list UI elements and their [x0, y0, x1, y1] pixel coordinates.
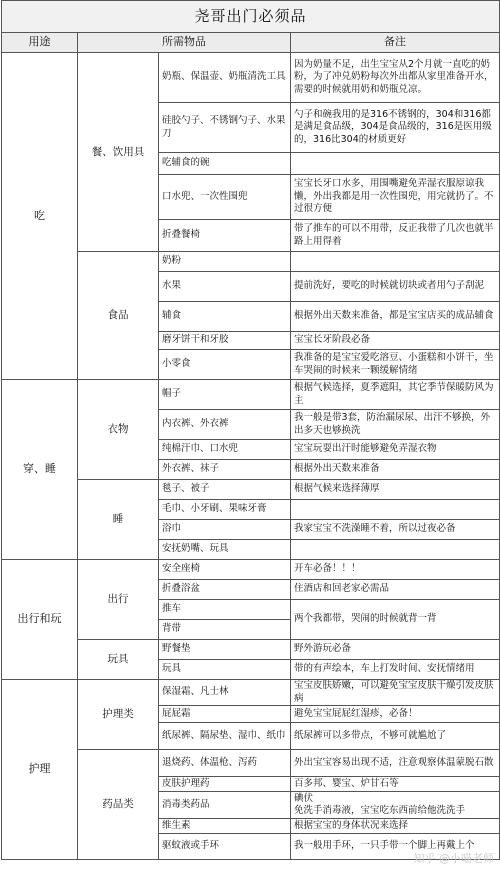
item-cell: 安全座椅 [159, 560, 291, 580]
note-cell: 根据气候选择，夏季遮阳，其它季节保暖防风为主 [291, 380, 500, 410]
note-cell: 我准备的是宝宝爱吃溶豆、小蛋糕和小饼干，坐车哭闹的时候来一颗缓解情绪 [291, 350, 500, 380]
note-cell: 宝宝皮肤娇嫩，可以避免宝宝皮肤干燥引发皮肤病 [291, 680, 500, 706]
item-cell: 毛巾、小牙刷、果味牙膏 [159, 500, 291, 520]
item-cell: 辅食 [159, 302, 291, 332]
item-cell: 帽子 [159, 380, 291, 410]
item-cell: 驱蚊液或手环 [159, 834, 291, 860]
item-cell: 口水兜、一次性围兜 [159, 175, 291, 220]
category-eat: 吃 [2, 53, 78, 380]
note-cell: 纸尿裤可以多带点，不够可就尴尬了 [291, 723, 500, 750]
item-cell: 皮肤护理药 [159, 777, 291, 792]
category-travel-play: 出行和玩 [2, 560, 78, 680]
note-cell: 宝宝玩耍出汗时能够避免弄湿衣物 [291, 440, 500, 460]
item-cell: 野餐垫 [159, 640, 291, 660]
subcategory-food: 食品 [78, 252, 159, 380]
note-cell: 我家宝宝不洗澡睡不着，所以过夜必备 [291, 520, 500, 540]
item-cell: 折叠浴盆 [159, 580, 291, 600]
header-use: 用途 [2, 33, 78, 53]
header-notes: 备注 [291, 33, 500, 53]
item-cell: 消毒类药品 [159, 792, 291, 819]
subcategory-clothing: 衣物 [78, 380, 159, 480]
item-cell: 保湿霜、凡士林 [159, 680, 291, 706]
sheet-title: 尧哥出门必须品 [2, 1, 500, 33]
category-care: 护理 [2, 680, 78, 860]
note-cell: 外出宝宝容易出现不适，注意观察体温蒙脱石散 [291, 750, 500, 777]
item-cell: 维生素 [159, 819, 291, 834]
item-cell: 毯子、被子 [159, 480, 291, 500]
note-cell: 两个我都带，哭闹的时候就背一背 [291, 600, 500, 640]
note-cell: 根据气候来选择薄厚 [291, 480, 500, 500]
note-cell: 避免宝宝屁屁红湿疹，必备！ [291, 706, 500, 723]
item-cell: 安抚奶嘴、玩具 [159, 540, 291, 560]
item-cell: 纸尿裤、隔尿垫、湿巾、纸巾 [159, 723, 291, 750]
note-cell: 开车必备！！！ [291, 560, 500, 580]
item-cell: 推车 [159, 600, 291, 620]
item-cell: 奶瓶、保温壶、奶瓶清洗工具 [159, 53, 291, 103]
note-cell: 我一般是带3套，防治漏尿尿、出汗不够换，外出多天也够换洗 [291, 410, 500, 440]
note-cell: 根据外出天数来准备，都是宝宝店买的成品辅食 [291, 302, 500, 332]
item-cell: 屁屁霜 [159, 706, 291, 723]
item-cell: 退烧药、体温枪、泻药 [159, 750, 291, 777]
category-dress-sleep: 穿、睡 [2, 380, 78, 560]
item-cell: 折叠餐椅 [159, 220, 291, 252]
checklist-table [1, 0, 500, 860]
note-cell: 百多邦、婴宝、炉甘石等 [291, 777, 500, 792]
note-cell: 带的有声绘本，车上打发时间、安抚情绪用 [291, 660, 500, 680]
subcategory-sleep: 睡 [78, 480, 159, 560]
note-cell: 野外游玩必备 [291, 640, 500, 660]
note-cell: 提前洗好，要吃的时候就切块或者用勺子刮泥 [291, 272, 500, 302]
subcategory-toys: 玩具 [78, 640, 159, 680]
subcategory-tableware: 餐、饮用具 [78, 53, 159, 252]
item-cell: 小零食 [159, 350, 291, 380]
item-cell: 奶粉 [159, 252, 291, 272]
watermark: 知乎 @小喵老师 [413, 852, 494, 865]
note-cell: 碘伏 免洗手消毒液，宝宝吃东西前给他洗洗手 [291, 792, 500, 819]
note-cell: 勺子和碗我用的是316不锈钢的，304和316都是满足食品级，304是食品级的，316是医用级的，316比304的材质更好 [291, 103, 500, 153]
note-cell: 我一般用手环，一只手带一个脚上再戴上个 [291, 834, 500, 860]
note-cell [291, 153, 500, 175]
note-cell: 根据宝宝的身体状况来选择 [291, 819, 500, 834]
note-cell [291, 540, 500, 560]
item-cell: 背带 [159, 620, 291, 640]
note-cell: 宝宝长牙阶段必备 [291, 332, 500, 350]
item-cell: 玩具 [159, 660, 291, 680]
item-cell: 浴巾 [159, 520, 291, 540]
note-cell [291, 252, 500, 272]
item-cell: 硅胶勺子、不锈钢勺子、水果刀 [159, 103, 291, 153]
item-cell: 外衣裤、袜子 [159, 460, 291, 480]
note-cell: 因为奶量不足，出生宝宝从2个月就一直吃的奶粉，为了冲兑奶粉每次外出都从家里准备开水，需要的时候就用奶和奶瓶兑凉。 [291, 53, 500, 103]
note-cell: 宝宝长牙口水多，用围嘴避免弄湿衣服原谅我懒，外出我都是用一次性围兜，用完就扔了。不过很方便 [291, 175, 500, 220]
subcategory-travel: 出行 [78, 560, 159, 640]
item-cell: 内衣裤、外衣裤 [159, 410, 291, 440]
subcategory-care-items: 护理类 [78, 680, 159, 750]
subcategory-medicine: 药品类 [78, 750, 159, 860]
note-cell: 住酒店和回老家必需品 [291, 580, 500, 600]
note-cell: 根据外出天数来准备 [291, 460, 500, 480]
note-cell [291, 500, 500, 520]
item-cell: 吃辅食的碗 [159, 153, 291, 175]
item-cell: 纯棉汗巾、口水兜 [159, 440, 291, 460]
item-cell: 水果 [159, 272, 291, 302]
header-items: 所需物品 [78, 33, 291, 53]
item-cell: 磨牙饼干和牙胶 [159, 332, 291, 350]
note-cell: 带了推车的可以不用带，反正我带了几次也就半路上用得着 [291, 220, 500, 252]
